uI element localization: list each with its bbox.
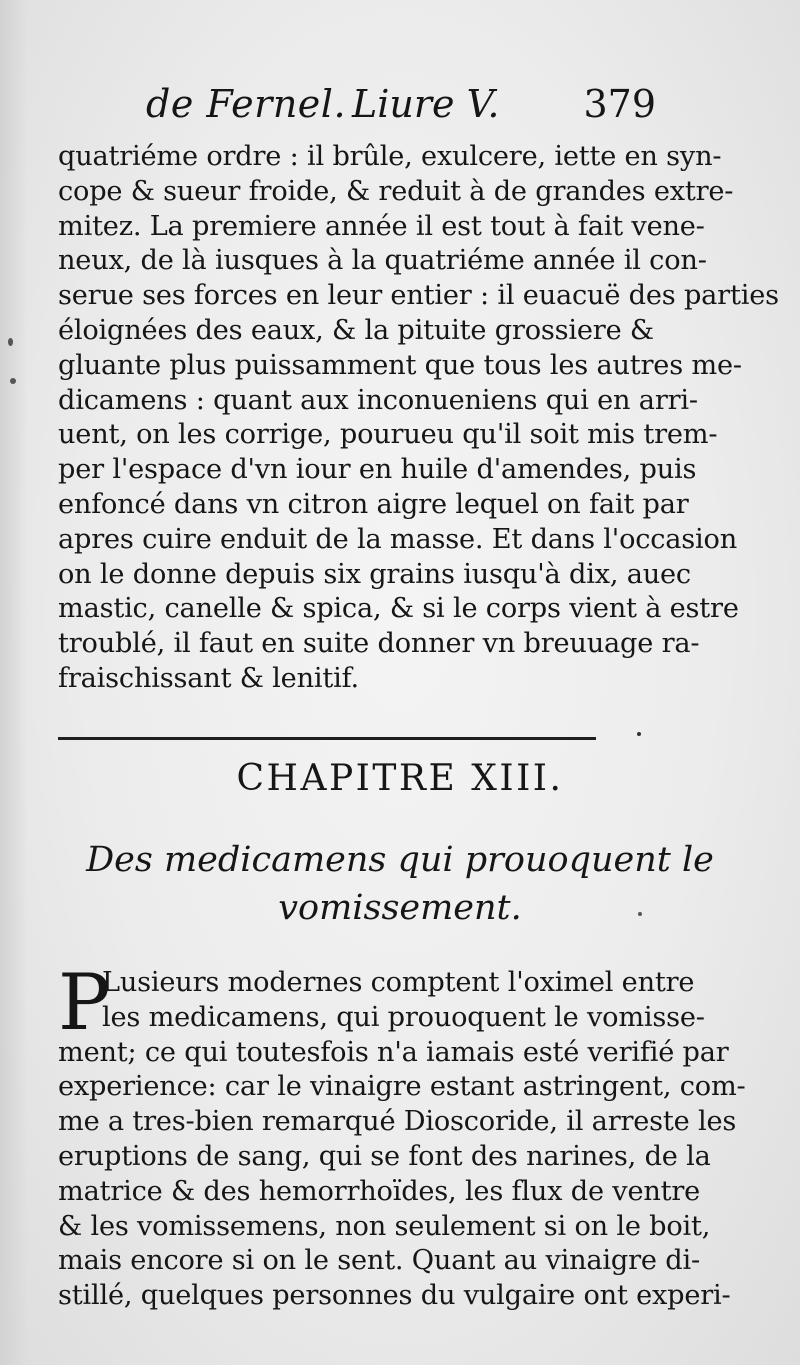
text-line: apres cuire enduit de la masse. Et dans l'occasion bbox=[58, 523, 738, 555]
text-line: uent, on les corrige, pourueu qu'il soit mis trem- bbox=[58, 419, 718, 451]
ink-speck bbox=[638, 912, 642, 916]
text-line: mais encore si on le sent. Quant au vinaigre di- bbox=[58, 1245, 700, 1277]
text-line: éloignées des eaux, & la pituite grossiere & bbox=[58, 314, 654, 346]
running-title: de Fernel. bbox=[146, 82, 347, 126]
ink-speck bbox=[8, 338, 13, 346]
text-line: dicamens : quant aux inconueniens qui en arri- bbox=[58, 384, 698, 416]
text-line: per l'espace d'vn iour en huile d'amendes, puis bbox=[58, 454, 697, 486]
text-line: neux, de là iusques à la quatriéme année il con- bbox=[58, 245, 707, 277]
text-line: matrice & des hemorrhoïdes, les flux de ventre bbox=[58, 1175, 701, 1207]
text-line-last: fraischissant & lenitif. bbox=[58, 662, 359, 694]
page-number: 379 bbox=[583, 82, 656, 126]
running-header bbox=[140, 72, 660, 132]
text-line: me a tres-bien remarqué Dioscoride, il arreste les bbox=[58, 1106, 737, 1138]
text-line: experience: car le vinaigre estant astringent, com- bbox=[58, 1071, 746, 1103]
text-line: troublé, il faut en suite donner vn breuuage ra- bbox=[58, 628, 700, 660]
text-line: & les vomissemens, non seulement si on le boit, bbox=[58, 1210, 711, 1242]
running-book: Liure V. bbox=[352, 82, 500, 126]
paragraph-continued bbox=[58, 140, 779, 697]
divider-dot bbox=[637, 732, 641, 736]
drop-cap-letter: P bbox=[58, 958, 111, 1048]
text-line: mitez. La premiere année il est tout à fait vene- bbox=[58, 210, 705, 242]
text-line: Lusieurs modernes comptent l'oximel entre bbox=[102, 967, 695, 998]
text-line: cope & sueur froide, & reduit à de grandes extre- bbox=[58, 175, 734, 207]
chapter-subtitle-line-1: Des medicamens qui prouoquent le bbox=[86, 840, 714, 880]
page-gutter-shadow bbox=[0, 0, 28, 1365]
text-line: gluante plus puissamment que tous les autres me- bbox=[58, 349, 742, 381]
text-line: ment; ce qui toutesfois n'a iamais esté verifié par bbox=[58, 1036, 729, 1068]
text-line: mastic, canelle & spica, & si le corps vient à estre bbox=[58, 593, 739, 625]
chapter-heading: CHAPITRE XIII. bbox=[236, 758, 564, 799]
text-line: serue ses forces en leur entier : il euacuë des parties bbox=[58, 280, 779, 312]
section-divider-rule bbox=[58, 737, 596, 740]
text-line: enfoncé dans vn citron aigre lequel on fait par bbox=[58, 488, 689, 520]
text-line: eruptions de sang, qui se font des narines, de la bbox=[58, 1140, 711, 1172]
text-line: les medicamens, qui prouoquent le vomisse- bbox=[102, 1001, 705, 1033]
text-line: on le donne depuis six grains iusqu'à dix, auec bbox=[58, 558, 691, 590]
text-line: quatriéme ordre : il brûle, exulcere, iette en syn- bbox=[58, 141, 722, 172]
chapter-paragraph bbox=[58, 958, 746, 1314]
ink-speck bbox=[10, 378, 16, 384]
text-line: stillé, quelques personnes du vulgaire ont experi- bbox=[58, 1280, 731, 1312]
chapter-subtitle-line-2: vomissement. bbox=[278, 888, 522, 928]
